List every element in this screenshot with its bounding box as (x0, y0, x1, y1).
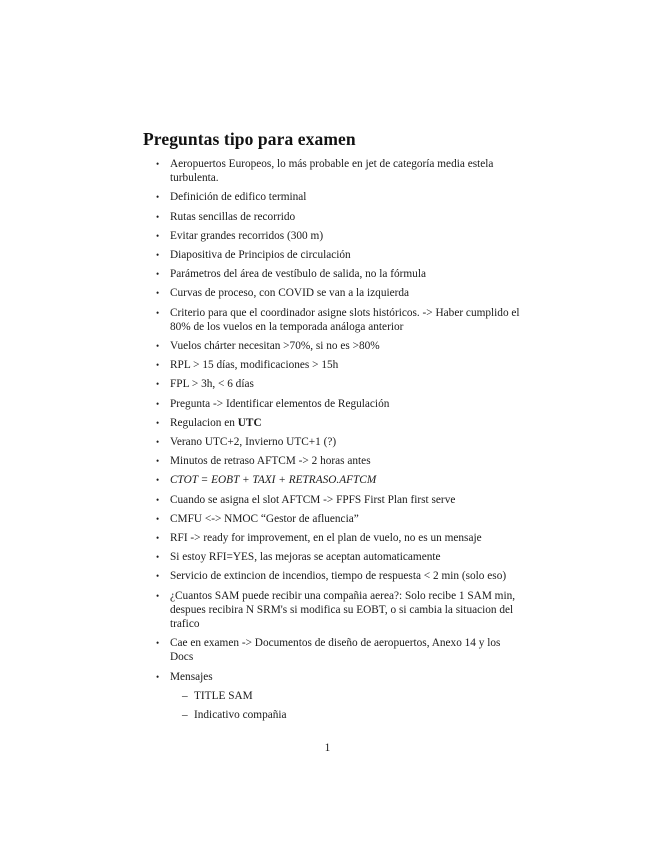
dash-icon: – (182, 709, 188, 722)
bullet-icon: • (156, 341, 160, 352)
sub-list-item-text: Indicativo compañia (194, 709, 287, 722)
bullet-icon: • (156, 475, 160, 486)
list-item-text: Evitar grandes recorridos (300 m) (170, 229, 324, 242)
list-item (156, 339, 520, 353)
bullet-icon: • (156, 159, 160, 169)
list-item (156, 210, 520, 224)
bullet-icon: • (156, 269, 160, 280)
bullet-icon: • (156, 250, 160, 261)
list-item (156, 229, 520, 243)
list-item-text: Vuelos chárter necesitan >70%, si no es >80% (170, 340, 380, 353)
list-item-text: Parámetros del área de vestíbulo de salida, no la fórmula (170, 268, 426, 281)
list-item (156, 670, 520, 723)
formula: CTOT = EOBT + TAXI + RETRASO.AFTCM (170, 474, 377, 487)
bullet-icon: • (156, 230, 160, 241)
list-item (156, 454, 520, 468)
bullet-icon: • (156, 590, 160, 601)
list-item (156, 636, 520, 664)
list-item (156, 377, 520, 391)
list-item (156, 358, 520, 372)
sub-list-item (182, 708, 520, 722)
list-item-text: Cuando se asigna el slot AFTCM -> FPFS First Plan first serve (170, 493, 456, 506)
list-item-bold-text: UTC (237, 416, 262, 429)
list-item (156, 416, 520, 430)
bullet-icon: • (156, 671, 160, 682)
bullet-icon: • (156, 571, 160, 582)
list-item-text: Si estoy RFI=YES, las mejoras se aceptan automaticamente (170, 551, 441, 564)
list-item-text: Definición de edifico terminal (170, 191, 307, 204)
list-item-text: Curvas de proceso, con COVID se van a la izquierda (170, 287, 410, 300)
section-title: Preguntas tipo para examen (143, 129, 356, 149)
list-item (156, 569, 520, 583)
bullet-icon: • (156, 552, 160, 563)
bullet-icon: • (156, 494, 160, 505)
list-item-text: Cae en examen -> Documentos de diseño de aeropuertos, Anexo 14 y los Docs (170, 637, 501, 664)
bullet-icon: • (156, 437, 160, 448)
list-item (156, 550, 520, 564)
bullet-icon: • (156, 513, 160, 524)
list-item (156, 190, 520, 204)
bullet-icon: • (156, 192, 160, 203)
list-item (156, 473, 520, 487)
list-item (156, 435, 520, 449)
list-item (156, 493, 520, 507)
list-item-text: Minutos de retraso AFTCM -> 2 horas antes (170, 455, 371, 468)
list-item (156, 589, 520, 632)
sub-list-item (182, 689, 520, 703)
list-item (156, 531, 520, 545)
list-item (156, 397, 520, 411)
bullet-icon: • (156, 456, 160, 467)
dash-icon: – (182, 689, 188, 702)
question-list (156, 157, 520, 727)
list-item-text: CMFU <-> NMOC “Gestor de afluencia” (170, 512, 359, 525)
list-item-text: FPL > 3h, < 6 días (170, 378, 254, 391)
bullet-icon: • (156, 288, 160, 299)
list-item-text: RFI -> ready for improvement, en el plan de vuelo, no es un mensaje (170, 532, 482, 545)
list-item (156, 157, 520, 185)
list-item (156, 512, 520, 526)
list-item (156, 286, 520, 300)
list-item-text: Verano UTC+2, Invierno UTC+1 (?) (170, 436, 337, 449)
list-item-text: RPL > 15 días, modificaciones > 15h (170, 359, 339, 372)
bullet-icon: • (156, 360, 160, 371)
list-item-text: Diapositiva de Principios de circulación (170, 249, 351, 262)
sub-list-item-text: TITLE SAM (194, 689, 253, 702)
list-item-text: ¿Cuantos SAM puede recibir una compañia aerea?: Solo recibe 1 SAM min, despues recibira N SRM's si modifica su EOBT, o si cambia la situacion del trafico (170, 589, 516, 631)
page-number: 1 (324, 742, 331, 754)
bullet-icon: • (156, 211, 160, 222)
list-item (156, 306, 520, 334)
list-item-text: Mensajes (170, 670, 213, 683)
sub-list (170, 689, 520, 722)
list-item-text: Criterio para que el coordinador asigne slots históricos. -> Haber cumplido el 80% de los vuelos en la temporada análoga anterior (170, 306, 520, 333)
bullet-icon: • (156, 533, 160, 544)
list-item-text: Pregunta -> Identificar elementos de Regulación (170, 397, 390, 410)
bullet-icon: • (156, 307, 160, 318)
bullet-icon: • (156, 398, 160, 409)
list-item-text: Regulacion en (170, 416, 238, 429)
list-item-text: Rutas sencillas de recorrido (170, 210, 296, 223)
bullet-icon: • (156, 417, 160, 428)
list-item (156, 248, 520, 262)
list-item-text: Servicio de extincion de incendios, tiempo de respuesta < 2 min (solo eso) (170, 570, 507, 583)
bullet-icon: • (156, 638, 160, 649)
list-item-text: Aeropuertos Europeos, lo más probable en jet de categoría media estela turbulenta. (170, 158, 494, 185)
bullet-icon: • (156, 379, 160, 390)
list-item (156, 267, 520, 281)
